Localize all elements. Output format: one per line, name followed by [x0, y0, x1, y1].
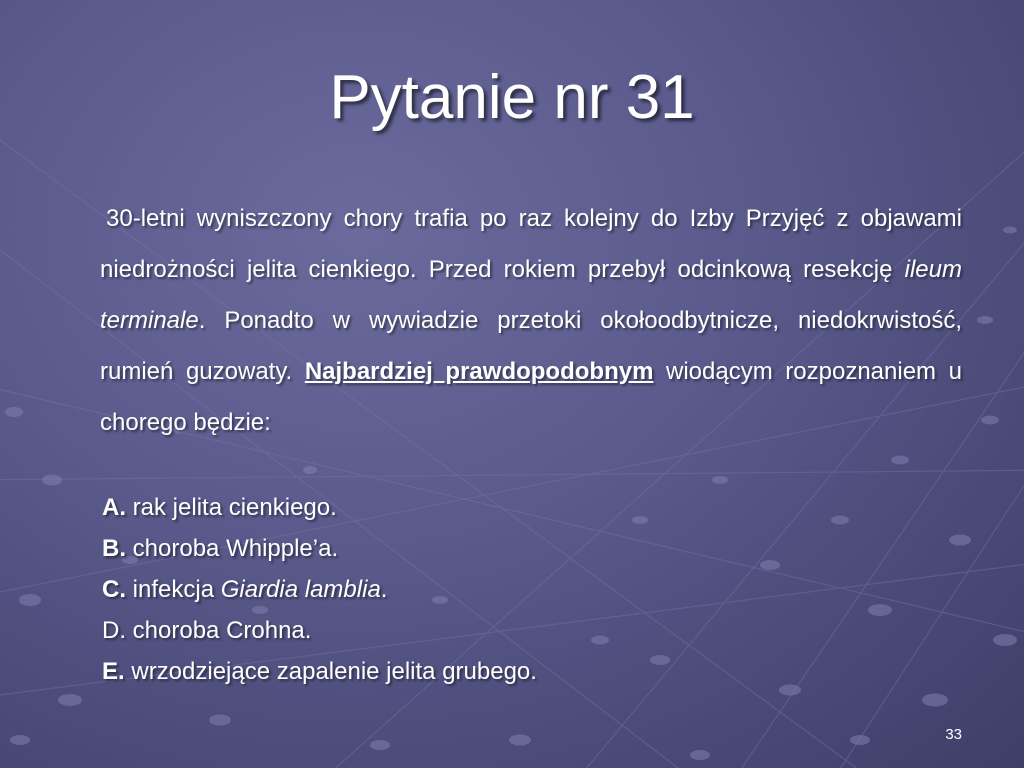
- question-part-2: . Ponadto w wywiadzie przetoki okołoodbytnicze, niedokrwistość, rumień guzowaty.: [100, 307, 962, 385]
- answer-letter: C.: [102, 576, 126, 603]
- answer-letter: E.: [102, 658, 125, 685]
- page-number: 33: [945, 726, 962, 743]
- answer-letter: D.: [102, 617, 126, 644]
- slide-title: Pytanie nr 31: [329, 63, 695, 132]
- question-emphasis: Najbardziej prawdopodobnym: [304, 358, 654, 385]
- answer-text: rak jelita cienkiego.: [126, 494, 337, 521]
- question-part-3: wiodącym rozpoznaniem u chorego będzie:: [100, 358, 962, 436]
- answer-letter: A.: [102, 494, 126, 521]
- answer-text: wrzodziejące zapalenie jelita grubego.: [124, 658, 537, 685]
- question-text: [100, 193, 962, 448]
- answer-option-c: [102, 569, 962, 610]
- answer-text-end: .: [380, 576, 388, 603]
- question-part-1: 30-letni wyniszczony chory trafia po raz kolejny do Izby Przyjęć z objawami niedrożności jelita cienkiego. Przed rokiem przebył odcinkową resekcję: [100, 205, 962, 283]
- answer-option-a: [102, 487, 962, 528]
- answer-option-d: [102, 610, 962, 651]
- answer-text: infekcja: [126, 576, 221, 603]
- answer-letter: B.: [102, 535, 126, 562]
- answer-option-e: [102, 651, 962, 692]
- answer-list: [102, 487, 962, 692]
- question-italic-term: ileum terminale: [100, 256, 962, 334]
- answer-option-b: [102, 528, 962, 569]
- answer-text-italic: Giardia lamblia: [220, 576, 381, 603]
- answer-text: choroba Whipple’a.: [126, 535, 339, 562]
- answer-text: choroba Crohna.: [126, 617, 312, 644]
